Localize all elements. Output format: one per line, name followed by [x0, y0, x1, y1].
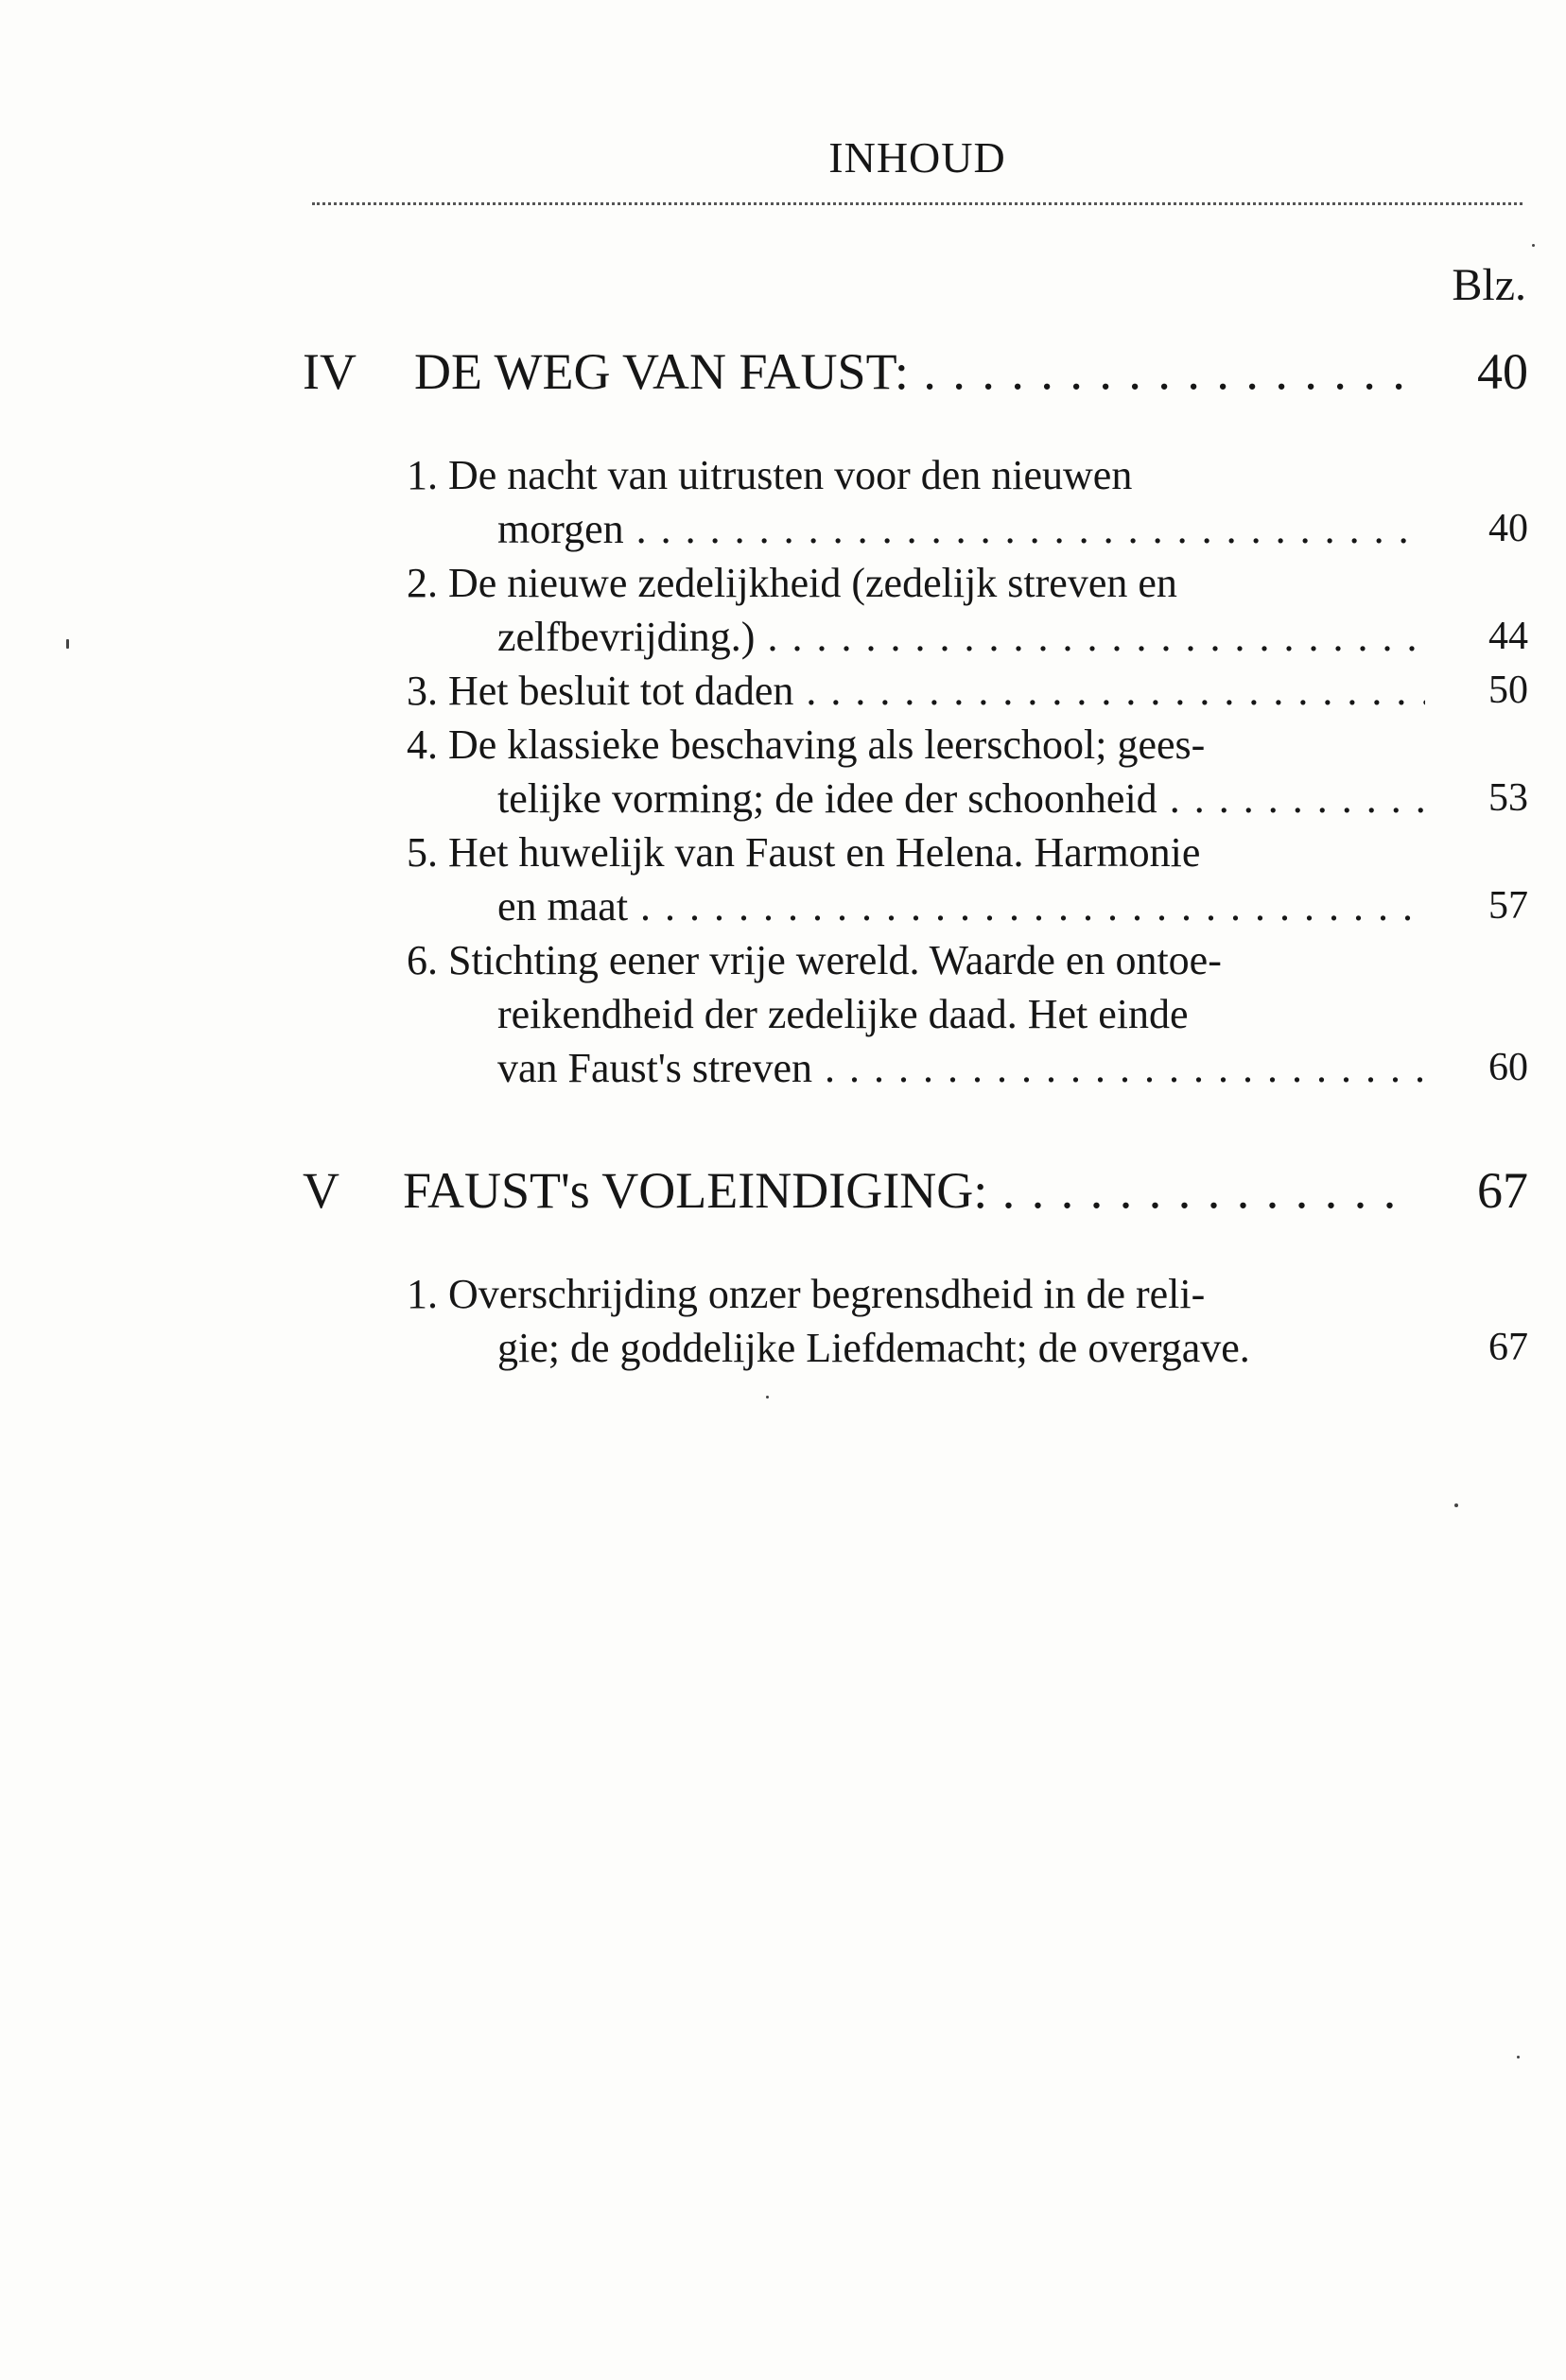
entry-line: en maat . . . — [407, 879, 1425, 933]
entry-page-number: 40 — [1488, 507, 1528, 550]
section-v-heading — [303, 1161, 1528, 1227]
entry-page-number: 44 — [1488, 615, 1528, 658]
toc-entry — [407, 718, 1528, 825]
toc-entry — [407, 556, 1528, 664]
page-column-label: Blz. — [1452, 260, 1526, 310]
entry-line: 6. Stichting eener vrije wereld. Waarde en ontoe- — [407, 937, 1222, 983]
entry-page-number: 57 — [1488, 884, 1528, 928]
section-page-number: 40 — [1477, 343, 1528, 400]
section-iv-heading — [303, 342, 1528, 408]
toc-entry — [407, 933, 1528, 1095]
section-iv-entries — [407, 448, 1528, 1095]
scan-speck — [66, 639, 69, 649]
entry-line: 1. Overschrijding onzer begrensdheid in de reli- — [407, 1271, 1206, 1317]
section-number: V — [303, 1162, 339, 1219]
entry-page-number: 67 — [1488, 1326, 1528, 1369]
entry-line: gie; de goddelijke Liefdemacht; de overgave. — [497, 1325, 1250, 1371]
page-title: INHOUD — [828, 133, 1006, 182]
entry-page-number: 60 — [1488, 1046, 1528, 1089]
section-title — [403, 1161, 1415, 1220]
section-title-text: FAUST's VOLEINDIGING: — [403, 1162, 988, 1219]
scan-speck — [1517, 2056, 1520, 2059]
entry-line: 5. Het huwelijk van Faust en Helena. Harmonie — [407, 829, 1201, 876]
section-title-text: DE WEG VAN FAUST: — [414, 343, 909, 400]
section-number: IV — [303, 343, 357, 400]
entry-line: telijke vorming; de idee der schoonheid . . . — [407, 772, 1425, 825]
section-title — [414, 342, 1415, 401]
section-page-number: 67 — [1477, 1162, 1528, 1219]
dotted-rule — [312, 202, 1522, 205]
toc-entry — [407, 825, 1528, 933]
toc-entry — [407, 1267, 1528, 1375]
entry-line: van Faust's streven . . . — [407, 1041, 1425, 1095]
entry-line: 4. De klassieke beschaving als leerschool; gees- — [407, 721, 1206, 768]
scan-speck — [1454, 1503, 1458, 1507]
scan-speck — [766, 1396, 769, 1398]
entry-line: 3. Het besluit tot daden . . . — [407, 664, 1425, 718]
entry-line: 1. De nacht van uitrusten voor den nieuwen — [407, 452, 1133, 498]
entry-line: morgen . . . — [407, 502, 1425, 556]
entry-line: reikendheid der zedelijke daad. Het einde — [497, 991, 1189, 1037]
entry-line: zelfbevrijding.) . . . — [407, 610, 1425, 664]
scan-speck — [1532, 244, 1535, 247]
entry-page-number: 53 — [1488, 776, 1528, 820]
entry-page-number: 50 — [1488, 669, 1528, 712]
toc-entry — [407, 664, 1528, 718]
section-v-entries — [407, 1267, 1528, 1375]
toc-entry — [407, 448, 1528, 556]
entry-line: 2. De nieuwe zedelijkheid (zedelijk streven en — [407, 560, 1177, 606]
